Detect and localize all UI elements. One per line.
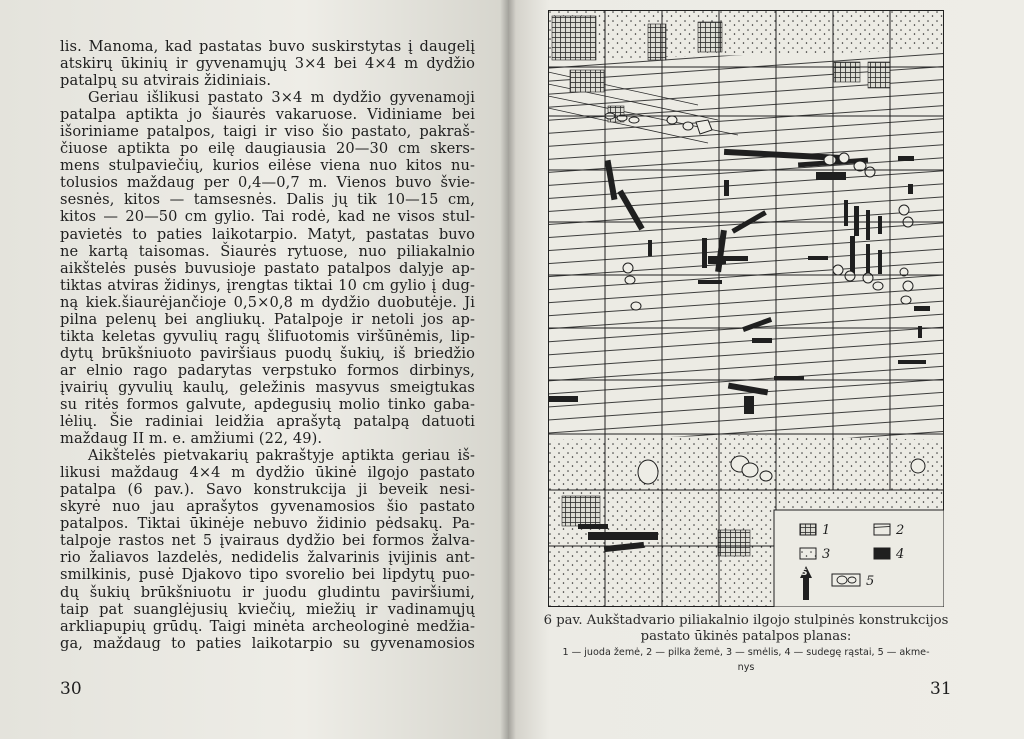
legend-swatch-1: [800, 524, 816, 535]
text-line: patalpa (6 pav.). Savo konstrukcija ji beveik nesi-: [60, 481, 475, 499]
text-line: dytų brūkšniuoto paviršiaus puodų šukių, iš briedžio: [60, 344, 475, 362]
caption-legend-line-2: nys: [737, 662, 755, 673]
text-line: Aikštelės pietvakarių pakraštyje aptikta geriau iš-: [88, 447, 475, 465]
text-line: įvairių gyvulių kaulų, geležinis masyvus smeigtukas: [60, 378, 475, 396]
legend-swatch-4: [874, 548, 890, 559]
text-line: dų šukių brūkšniuotu ir juodu gludintu paviršiumi,: [60, 583, 475, 601]
text-line: ne kartą taisomas. Šiaurės rytuose, nuo piliakalnio: [60, 242, 475, 260]
text-line: sesnės, kitos — tamsesnės. Dalis jų tik 10—15 cm,: [60, 191, 475, 209]
legend-label-5: 5: [866, 574, 875, 589]
text-line: patalpų su atvirais židiniais.: [60, 72, 272, 90]
text-line: lis. Manoma, kad pastatas buvo suskirstytas į daugelį: [60, 38, 475, 55]
excavation-plan-figure: [548, 10, 944, 607]
figure-caption: [536, 613, 956, 674]
text-line: ną kiek.šiaurėjančioje 0,5×0,8 m dydžio duobutėje. Ji: [60, 293, 475, 311]
text-line: rio žaliavos lazdelės, nedidelis žalvarinis įvijinis ant-: [60, 549, 475, 567]
page-number-right: 31: [930, 679, 952, 699]
text-line: lėlių. Šie radiniai leidžia aprašytą patalpą datuoti: [60, 413, 475, 431]
text-line: čiuose aptikta po eilę daugiausia 20—30 cm skers-: [60, 140, 475, 158]
text-line: taip pat suanglėjusių kviečių, miežių ir vadinamųjų: [60, 600, 475, 618]
caption-legend-line-1: 1 — juoda žemė, 2 — pilka žemė, 3 — smėlis, 4 — sudegę rąstai, 5 — akme-: [562, 647, 930, 658]
text-line: kitos — 20—50 cm gylio. Tai rodė, kad ne visos stul-: [60, 208, 475, 226]
text-line: talpoje rastos net 5 įvairaus dydžio bei formos žalva-: [60, 532, 475, 550]
text-line: smilkinis, pusė Djakovo tipo svorelio bei lipdytų puo-: [60, 566, 475, 584]
legend-label-1: 1: [822, 523, 831, 538]
caption-title-line-2: pastato ūkinės patalpos planas:: [640, 628, 852, 644]
text-line: Geriau išlikusi pastato 3×4 m dydžio gyvenamoji: [88, 89, 475, 107]
text-line: maždaug II m. e. amžiumi (22, 49).: [60, 430, 323, 448]
text-line: pavietės to paties laikotarpio. Matyt, pastatas buvo: [60, 225, 475, 243]
text-line: patalpos. Tiktai ūkinėje nebuvo židinio pėdsakų. Pa-: [60, 515, 475, 533]
text-line: tiktas atviras židinys, įrengtas tiktai 10 cm gylio į dug-: [60, 276, 475, 294]
legend-label-3: 3: [822, 547, 831, 562]
text-line: išoriniame patalpos, taigi ir viso šio pastato, pakraš-: [60, 123, 475, 141]
north-arrow-letter: Š: [801, 568, 808, 578]
legend-label-2: 2: [896, 523, 905, 538]
legend-label-4: 4: [896, 547, 905, 562]
text-line: likusi maždaug 4×4 m dydžio ūkinė ilgojo pastato: [60, 464, 475, 482]
text-line: tolusios maždaug per 0,4—0,7 m. Vienos buvo švie-: [60, 174, 475, 192]
caption-title-line-1: 6 pav. Aukštadvario piliakalnio ilgojo stulpinės konstrukcijos: [543, 613, 949, 628]
text-line: tikta keletas gyvulių ragų šlifuotomis viršūnėmis, lip-: [60, 327, 475, 345]
legend-swatch-2: [874, 524, 890, 535]
left-page: [0, 0, 508, 739]
text-line: arkliapupių grūdų. Taigi minėta archeologinė medžia-: [60, 617, 475, 635]
text-line: patalpa aptikta jo šiaurės vakaruose. Vidiniame bei: [60, 106, 475, 124]
book-gutter: [500, 0, 516, 739]
text-line: pilna pelenų bei angliukų. Patalpoje ir netoli jos ap-: [60, 310, 475, 328]
text-line: ar elnio rago padarytas verpstuko formos dirbinys,: [60, 361, 475, 379]
text-line: aikštelės pusės buvusioje pastato patalpos dalyje ap-: [60, 259, 475, 277]
text-line: atskirų ūkinių ir gyvenamųjų 3×4 bei 4×4 m dydžio: [60, 55, 475, 73]
text-line: skyrė nuo jau aprašytos gyvenamosios šio pastato: [60, 498, 475, 516]
excavation-plan-svg: [548, 10, 944, 607]
text-line: mens stulpaviečių, kurios eilėse viena nuo kitos nu-: [60, 157, 475, 175]
text-line: su ritės formos galvute, apdegusių molio tinko gaba-: [60, 395, 475, 413]
legend-swatch-3: [800, 548, 816, 559]
figure-legend: [774, 510, 944, 607]
left-page-body-text: [60, 38, 475, 652]
page-number-left: 30: [60, 679, 82, 699]
text-line: ga, maždaug to paties laikotarpio su gyvenamosios: [60, 634, 475, 652]
